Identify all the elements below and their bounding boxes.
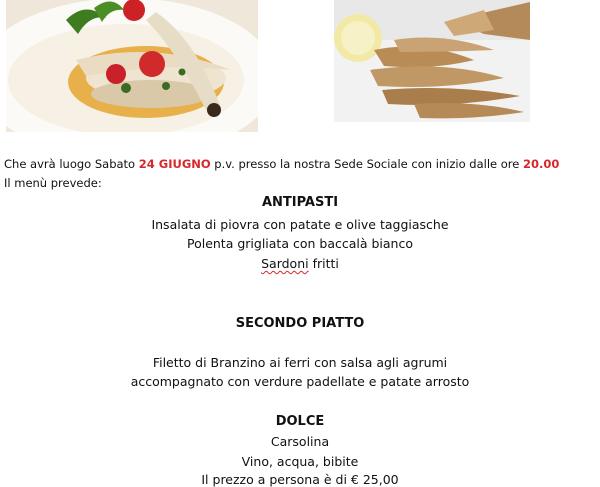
menu-item: Vino, acqua, bibite [241, 454, 359, 469]
antipasti-heading: ANTIPASTI [261, 195, 339, 210]
menu-item [0, 256, 600, 271]
intro-text-b: p.v. presso la nostra Sede Sociale con inizio dalle ore [210, 157, 524, 171]
event-time: 20.00 [523, 157, 560, 171]
fried-fish-photo [334, 0, 530, 122]
menu-intro: Il menù prevede: [4, 176, 102, 190]
secondo-heading: SECONDO PIATTO [235, 316, 365, 331]
menu-item: Filetto di Branzino ai ferri con salsa agli agrumi [152, 355, 448, 370]
sardoni-rest: fritti [308, 256, 339, 271]
intro-text-a: Che avrà luogo Sabato [4, 157, 139, 171]
sardoni-word: Sardoni [261, 256, 309, 271]
menu-item: Polenta grigliata con baccalà bianco [186, 236, 413, 251]
price-line: Il prezzo a persona è di € 25,00 [201, 472, 399, 487]
menu-item: accompagnato con verdure padellate e patate arrosto [130, 374, 470, 389]
dolce-heading: DOLCE [275, 414, 325, 429]
menu-item: Carsolina [270, 434, 330, 449]
menu-item: Insalata di piovra con patate e olive taggiasche [151, 217, 449, 232]
fish-fillet-photo [6, 0, 258, 132]
event-date: 24 GIUGNO [138, 157, 211, 171]
intro-line [4, 157, 559, 171]
